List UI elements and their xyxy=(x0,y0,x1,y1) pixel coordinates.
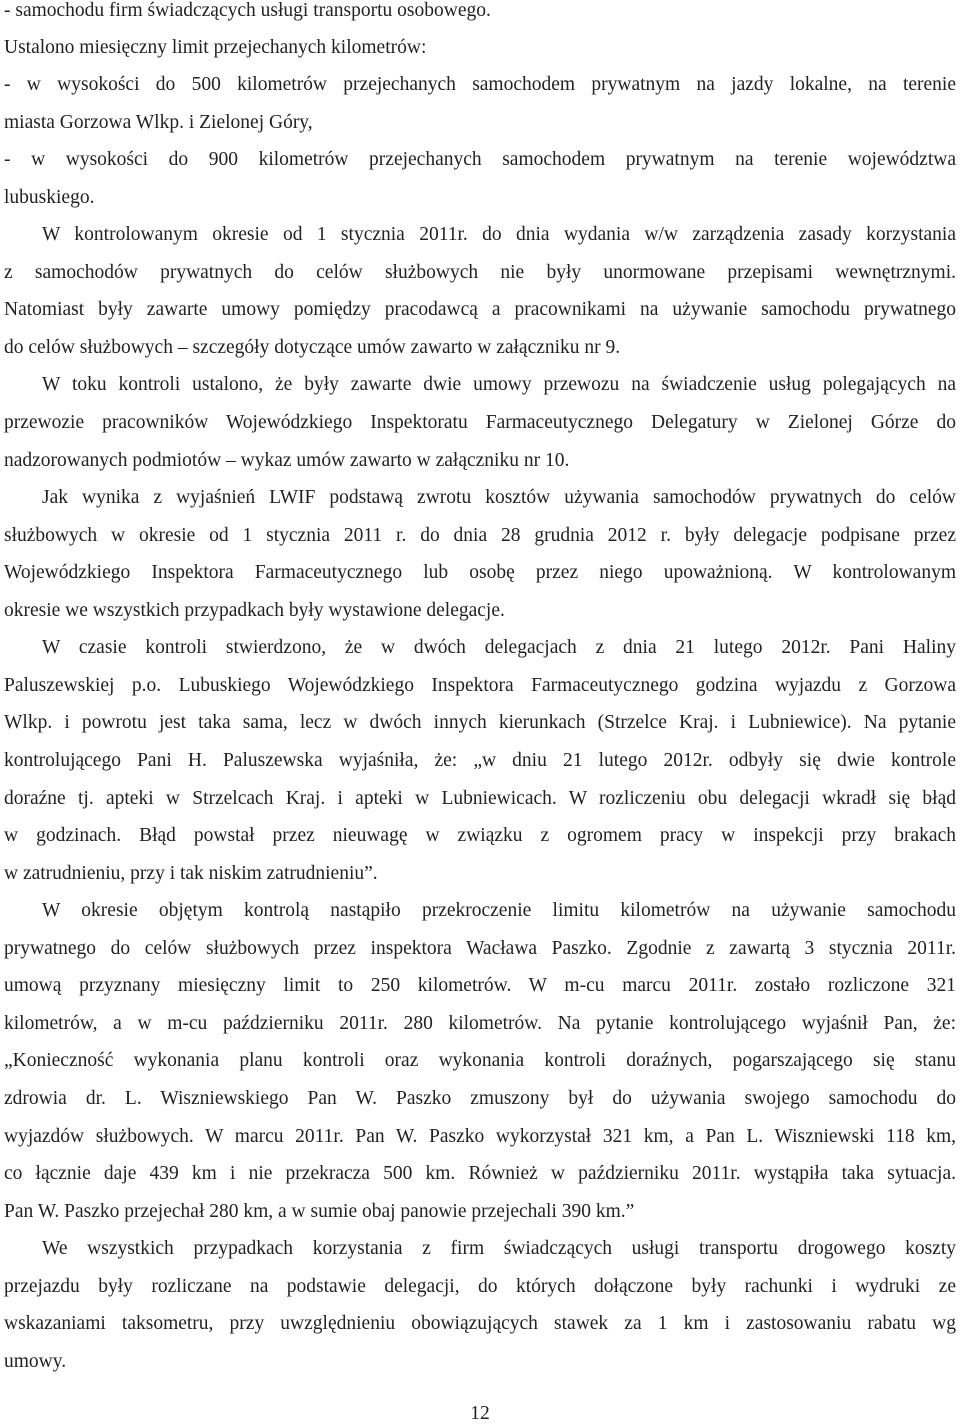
text-line: z samochodów prywatnych do celów służbowych nie były unormowane przepisami wewnętrznymi. xyxy=(4,262,956,283)
text-line: nadzorowanych podmiotów – wykaz umów zawarto w załączniku nr 10. xyxy=(4,450,570,471)
text-line: - w wysokości do 500 kilometrów przejechanych samochodem prywatnym na jazdy lokalne, na terenie xyxy=(4,74,956,95)
text-line: W toku kontroli ustalono, że były zawarte dwie umowy przewozu na świadczenie usług polegających na xyxy=(42,374,956,395)
text-line: kontrolującego Pani H. Paluszewska wyjaśniła, że: „w dniu 21 lutego 2012r. odbyły się dwie kontrole xyxy=(4,750,956,771)
text-line: w zatrudnieniu, przy i tak niskim zatrudnieniu”. xyxy=(4,863,378,884)
text-line: przejazdu były rozliczane na podstawie delegacji, do których dołączone były rachunki i wydruki ze xyxy=(4,1276,956,1297)
text-line: co łącznie daje 439 km i nie przekracza 500 km. Również w październiku 2011r. wystąpiła taka sytuacja. xyxy=(4,1163,956,1184)
text-line: w godzinach. Błąd powstał przez nieuwagę w związku z ogromem pracy w inspekcji przy brakach xyxy=(4,825,956,846)
text-line: W kontrolowanym okresie od 1 stycznia 2011r. do dnia wydania w/w zarządzenia zasady korzystania xyxy=(42,224,956,245)
text-line: wyjazdów służbowych. W marcu 2011r. Pan W. Paszko wykorzystał 321 km, a Pan L. Wiszniewski 118 km, xyxy=(4,1126,956,1147)
text-line: Pan W. Paszko przejechał 280 km, a w sumie obaj panowie przejechali 390 km.” xyxy=(4,1201,635,1222)
text-line: przewozie pracowników Wojewódzkiego Inspektoratu Farmaceutycznego Delegatury w Zielonej Górze do xyxy=(4,412,956,433)
text-line: do celów służbowych – szczegóły dotyczące umów zawarto w załączniku nr 9. xyxy=(4,337,621,358)
text-line: - w wysokości do 900 kilometrów przejechanych samochodem prywatnym na terenie województwa xyxy=(4,149,956,170)
text-line: - samochodu firm świadczących usługi transportu osobowego. xyxy=(4,0,491,21)
text-line: Natomiast były zawarte umowy pomiędzy pracodawcą a pracownikami na używanie samochodu prywatnego xyxy=(4,299,956,320)
text-line: Wojewódzkiego Inspektora Farmaceutycznego lub osobę przez niego upoważnioną. W kontrolowanym xyxy=(4,562,956,583)
text-line: „Konieczność wykonania planu kontroli oraz wykonania kontroli doraźnych, pogarszającego się stanu xyxy=(4,1050,956,1071)
text-line: Ustalono miesięczny limit przejechanych kilometrów: xyxy=(4,37,427,58)
text-line: Wlkp. i powrotu jest taka sama, lecz w dwóch innych kierunkach (Strzelce Kraj. i Lubniewice). Na pytanie xyxy=(4,712,956,733)
text-line: W czasie kontroli stwierdzono, że w dwóch delegacjach z dnia 21 lutego 2012r. Pani Haliny xyxy=(42,637,956,658)
text-line: miasta Gorzowa Wlkp. i Zielonej Góry, xyxy=(4,112,313,133)
page-number: 12 xyxy=(470,1403,490,1424)
text-line: Paluszewskiej p.o. Lubuskiego Wojewódzkiego Inspektora Farmaceutycznego godzina wyjazdu z Gorzowa xyxy=(4,675,956,696)
text-line: We wszystkich przypadkach korzystania z firm świadczących usługi transportu drogowego koszty xyxy=(42,1238,956,1259)
text-line: umowy. xyxy=(4,1351,67,1372)
text-line: służbowych w okresie od 1 stycznia 2011 r. do dnia 28 grudnia 2012 r. były delegacje podpisane przez xyxy=(4,525,956,546)
text-line: lubuskiego. xyxy=(4,187,95,208)
text-line: zdrowia dr. L. Wiszniewskiego Pan W. Paszko zmuszony był do używania swojego samochodu do xyxy=(4,1088,956,1109)
text-line: prywatnego do celów służbowych przez inspektora Wacława Paszko. Zgodnie z zawartą 3 stycznia 2011r. xyxy=(4,938,956,959)
text-line: Jak wynika z wyjaśnień LWIF podstawą zwrotu kosztów używania samochodów prywatnych do celów xyxy=(42,487,956,508)
text-line: doraźne tj. apteki w Strzelcach Kraj. i apteki w Lubniewicach. W rozliczeniu obu delegacji wkradł się błąd xyxy=(4,788,956,809)
text-line: umową przyznany miesięczny limit to 250 kilometrów. W m-cu marcu 2011r. zostało rozliczone 321 xyxy=(4,975,956,996)
text-line: kilometrów, a w m-cu październiku 2011r. 280 kilometrów. Na pytanie kontrolującego wyjaśnił Pan, że: xyxy=(4,1013,956,1034)
text-line: W okresie objętym kontrolą nastąpiło przekroczenie limitu kilometrów na używanie samochodu xyxy=(42,900,956,921)
text-line: wskazaniami taksometru, przy uwzględnieniu obowiązujących stawek za 1 km i zastosowaniu rabatu wg xyxy=(4,1313,956,1334)
text-line: okresie we wszystkich przypadkach były wystawione delegacje. xyxy=(4,600,505,621)
